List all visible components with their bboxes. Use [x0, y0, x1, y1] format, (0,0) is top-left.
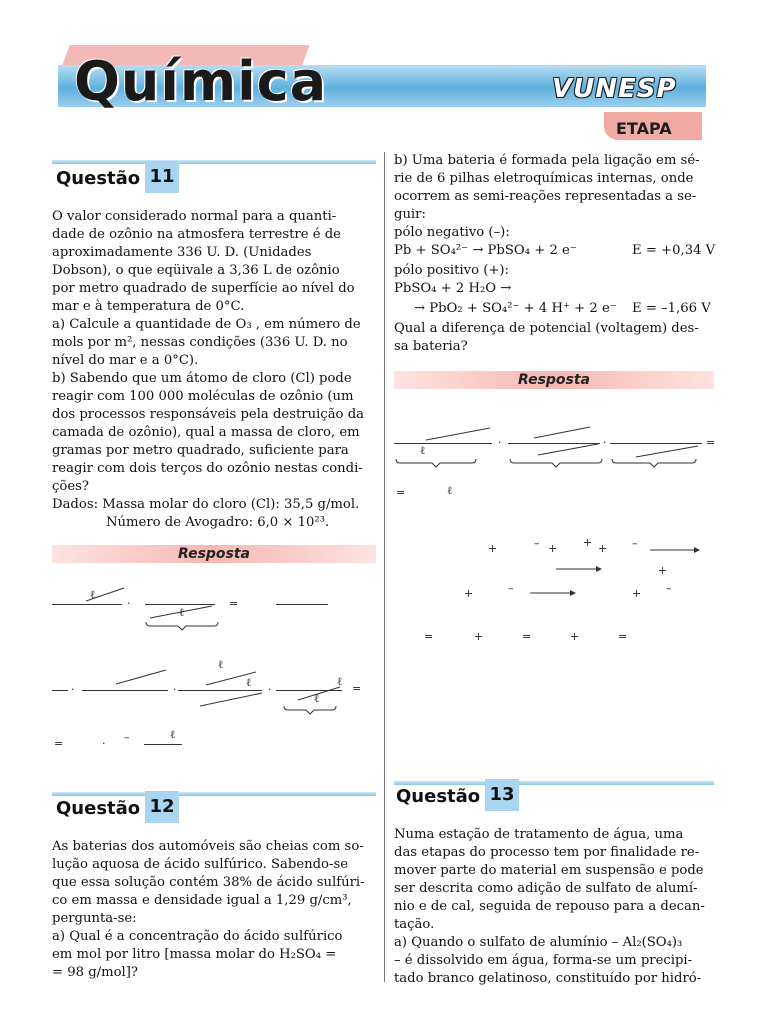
brand-label: ETAPA [616, 119, 672, 138]
dot-operator: · [127, 597, 131, 610]
q11-line: b) Sabendo que um átomo de cloro (Cl) pode [52, 371, 352, 386]
page-title: Química [74, 50, 328, 113]
liter-symbol: ℓ [337, 675, 343, 688]
exam-name: VUNESP [552, 74, 677, 104]
q12-resposta-bar: Resposta [394, 371, 714, 389]
negative-pole-potential: E = +0,34 V [632, 243, 716, 258]
plus-sign: + [474, 630, 484, 643]
minus-sign: – [534, 537, 540, 550]
q12-line: As baterias dos automóveis são cheias com so- [52, 839, 364, 854]
liter-symbol: ℓ [218, 658, 224, 671]
q12-line: = 98 g/mol]? [52, 965, 138, 980]
q12-question-line: Qual a diferença de potencial (voltagem) des- [394, 321, 699, 336]
q12-statement [52, 838, 376, 982]
q12-line: a) Qual é a concentração do ácido sulfúrico [52, 929, 343, 944]
cancel-stroke [426, 428, 490, 440]
minus-sign: – [632, 537, 638, 550]
q11-line: dos processos responsáveis pela destruição da [52, 407, 364, 422]
q12-question [394, 320, 714, 356]
liter-symbol: ℓ [314, 692, 320, 705]
liter-symbol: ℓ [179, 606, 185, 619]
equals-sign: = [54, 737, 64, 750]
positive-pole-equation-1: PbSO₄ + 2 H₂O → [394, 281, 512, 296]
q13-line: tado branco gelatinoso, constituído por hidró- [394, 971, 702, 986]
q13-line: das etapas do processo tem por finalidade re- [394, 845, 700, 860]
equals-sign: = [229, 597, 239, 610]
minus-sign: – [124, 731, 130, 744]
plus-sign: + [548, 542, 558, 555]
cancel-stroke [636, 446, 698, 457]
q11-line: a) Calcule a quantidade de O₃ , em número de [52, 317, 361, 332]
plus-sign: + [583, 536, 593, 549]
q11-line: aproximadamente 336 U. D. (Unidades [52, 245, 312, 260]
q13-line: ser descrita como adição de sulfato de alumí- [394, 881, 698, 896]
positive-pole-equation-2: → PbO₂ + SO₄²⁻ + 4 H⁺ + 2 e⁻ [414, 301, 617, 316]
q13-line: a) Quando o sulfato de alumínio – Al₂(SO₄)₃ [394, 935, 683, 950]
fraction-bar [508, 443, 600, 444]
cancel-stroke [206, 672, 256, 685]
q11-number: 11 [145, 161, 179, 193]
q13-label: Questão [396, 786, 481, 807]
q13-line: mover parte do material em suspensão e pode [394, 863, 704, 878]
q11-line: mar e à temperatura de 0°C. [52, 299, 245, 314]
equals-sign: = [618, 630, 628, 643]
fraction-bar [394, 443, 492, 444]
q13-line: – é dissolvido em água, forma-se um precipi- [394, 953, 693, 968]
q11-line: por metro quadrado de superfície ao nível do [52, 281, 355, 296]
q13-number: 13 [485, 779, 519, 811]
cancel-stroke [538, 444, 598, 455]
cancel-stroke [86, 588, 124, 601]
equals-sign: = [424, 630, 434, 643]
underbrace [284, 706, 336, 714]
dot-operator: · [71, 683, 75, 696]
plus-sign: + [658, 564, 668, 577]
equals-sign: = [522, 630, 532, 643]
cancel-stroke [298, 687, 340, 700]
q11-line: camada de ozônio), qual a massa de cloro, em [52, 425, 360, 440]
fraction-bar [610, 443, 702, 444]
underbrace [146, 622, 218, 630]
dot-operator: · [268, 683, 272, 696]
positive-pole-potential: E = –1,66 V [632, 301, 711, 316]
liter-symbol: ℓ [420, 444, 426, 457]
underbrace [396, 459, 476, 467]
q12-b-line: rie de 6 pilhas eletroquímicas internas, onde [394, 171, 694, 186]
arrow-head [596, 566, 602, 572]
liter-symbol: ℓ [246, 676, 252, 689]
q12-rule [52, 792, 376, 796]
equals-sign: = [706, 436, 716, 449]
arrow-head [694, 547, 700, 553]
q12-part-b [394, 152, 714, 224]
q11-line: gramas por metro quadrado, suficiente para [52, 443, 349, 458]
q11-label: Questão [56, 168, 141, 189]
positive-pole-label: pólo positivo (+): [394, 263, 509, 278]
q12-line: que essa solução contém 38% de ácido sulfúri- [52, 875, 365, 890]
liter-symbol: ℓ [447, 484, 453, 497]
q13-line: tação. [394, 917, 435, 932]
q11-line: ções? [52, 479, 89, 494]
q12-line: em mol por litro [massa molar do H₂SO₄ = [52, 947, 337, 962]
q12-question-line: sa bateria? [394, 339, 468, 354]
negative-pole-equation: Pb + SO₄²⁻ → PbSO₄ + 2 e⁻ [394, 243, 577, 258]
q12-line: co em massa e densidade igual a 1,29 g/cm³, [52, 893, 352, 908]
plus-sign: + [464, 587, 474, 600]
plus-sign: + [488, 542, 498, 555]
dot-operator: · [498, 436, 502, 449]
dot-operator: · [603, 436, 607, 449]
q12-b-line: b) Uma bateria é formada pela ligação em sé- [394, 153, 700, 168]
q12-number: 12 [145, 791, 179, 823]
plus-sign: + [632, 587, 642, 600]
q11-resposta-bar: Resposta [52, 545, 376, 563]
dot-operator: · [102, 737, 106, 750]
negative-pole-label: pólo negativo (–): [394, 225, 510, 240]
cancel-stroke [200, 693, 262, 706]
liter-symbol: ℓ [170, 728, 176, 741]
q11-line: reagir com dois terços do ozônio nestas condi- [52, 461, 363, 476]
q12-b-line: ocorrem as semi-reações representadas a se- [394, 189, 697, 204]
q11-line: nível do mar e a 0°C). [52, 353, 199, 368]
plus-sign: + [598, 542, 608, 555]
q12-line: pergunta-se: [52, 911, 137, 926]
q13-statement [394, 826, 714, 988]
q13-line: nio e de cal, seguida de repouso para a decan- [394, 899, 705, 914]
equals-sign: = [396, 486, 406, 499]
q11-line: Número de Avogadro: 6,0 × 10²³. [106, 515, 330, 530]
underbrace [510, 459, 602, 467]
underbrace [612, 459, 696, 467]
cancel-stroke [116, 670, 166, 684]
q11-line: reagir com 100 000 moléculas de ozônio (um [52, 389, 354, 404]
equals-sign: = [352, 682, 362, 695]
q11-line: Dados: Massa molar do cloro (Cl): 35,5 g/mol. [52, 497, 360, 512]
minus-sign: – [666, 582, 672, 595]
q12-line: lução aquosa de ácido sulfúrico. Sabendo-se [52, 857, 349, 872]
q11-line: mols por m², nessas condições (336 U. D. no [52, 335, 348, 350]
dot-operator: · [173, 683, 177, 696]
q11-line: Dobson), o que eqüivale a 3,36 L de ozônio [52, 263, 340, 278]
q11-line: dade de ozônio na atmosfera terrestre é de [52, 227, 341, 242]
q12-label: Questão [56, 798, 141, 819]
minus-sign: – [508, 582, 514, 595]
q13-line: Numa estação de tratamento de água, uma [394, 827, 684, 842]
q13-rule [394, 781, 714, 785]
q12-b-line: guir: [394, 207, 426, 222]
q11-line: O valor considerado normal para a quanti- [52, 209, 337, 224]
cancel-stroke [534, 427, 590, 438]
arrow-head [570, 590, 576, 596]
plus-sign: + [570, 630, 580, 643]
cancel-stroke [150, 606, 212, 618]
liter-symbol: ℓ [90, 588, 96, 601]
